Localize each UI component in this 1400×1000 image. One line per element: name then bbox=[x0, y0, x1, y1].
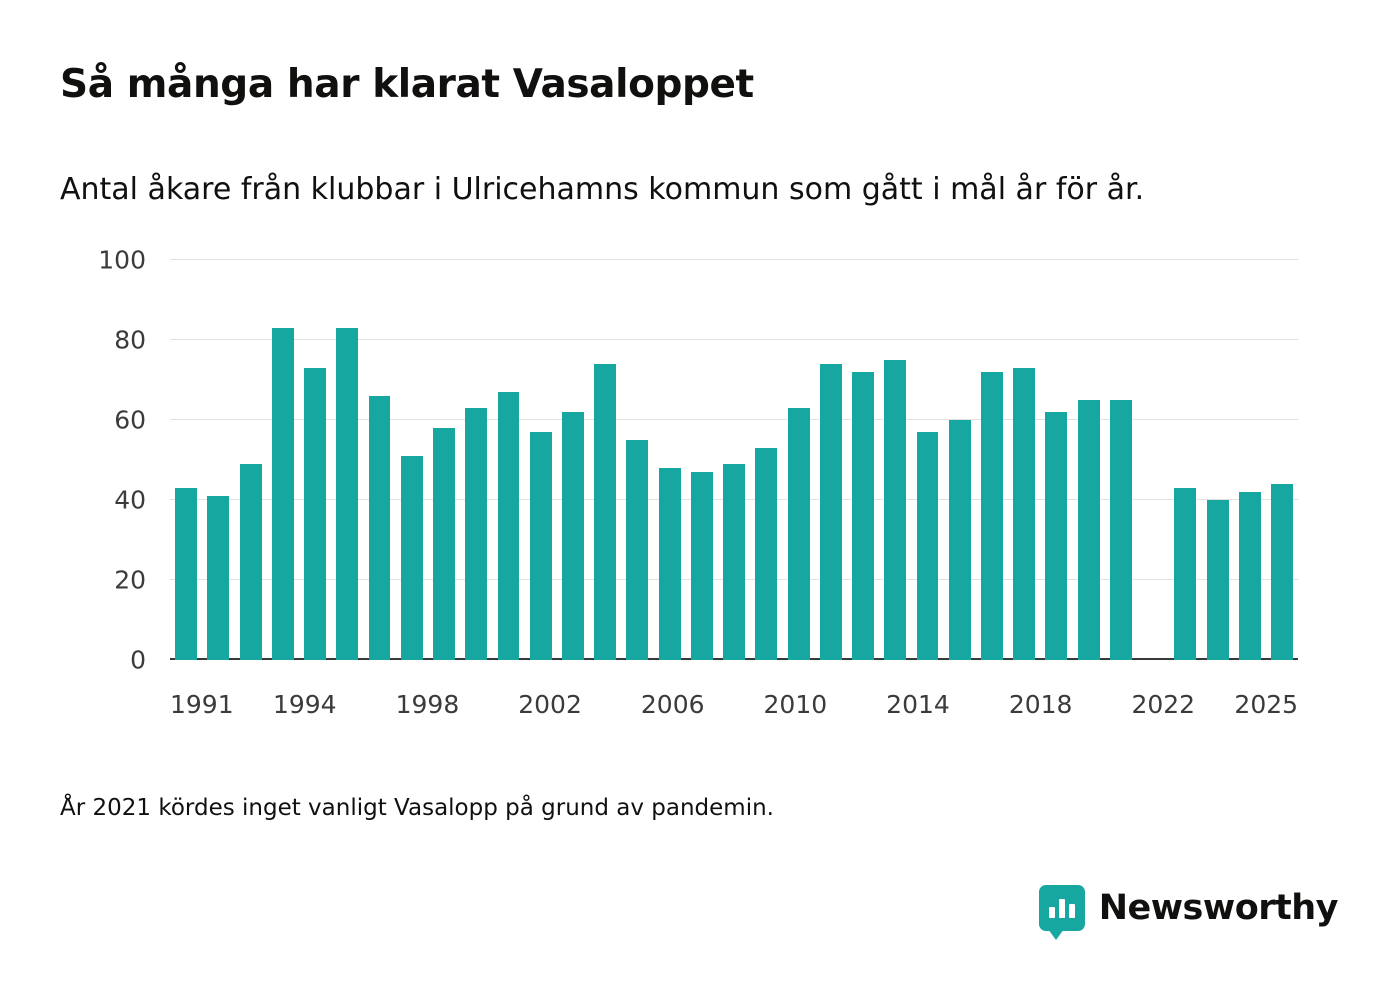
x-axis-tick-label bbox=[950, 680, 970, 726]
bar-slot bbox=[686, 260, 718, 660]
bar-slot bbox=[460, 260, 492, 660]
brand-logo bbox=[1039, 885, 1338, 931]
bar[interactable] bbox=[917, 432, 939, 660]
bar[interactable] bbox=[240, 464, 262, 660]
x-axis-tick-label bbox=[376, 680, 396, 726]
bar-slot bbox=[428, 260, 460, 660]
x-axis-tick-label bbox=[459, 680, 479, 726]
bar-slot bbox=[621, 260, 653, 660]
bar[interactable] bbox=[1239, 492, 1261, 660]
bar[interactable] bbox=[465, 408, 487, 660]
bar-slot bbox=[492, 260, 524, 660]
bar[interactable] bbox=[562, 412, 584, 660]
plot-area bbox=[98, 245, 1298, 675]
bar-slot bbox=[1105, 260, 1137, 660]
x-axis-tick-label bbox=[827, 680, 847, 726]
y-axis-tick-label: 60 bbox=[114, 405, 146, 435]
x-axis-tick-label bbox=[602, 680, 622, 726]
chart-subtitle: Antal åkare från klubbar i Ulricehamns kommun som gått i mål år för år. bbox=[60, 172, 1145, 207]
bar[interactable] bbox=[1013, 368, 1035, 660]
bar[interactable] bbox=[433, 428, 455, 660]
y-axis-tick-label: 40 bbox=[114, 485, 146, 515]
x-axis-tick-label bbox=[356, 680, 376, 726]
y-axis-tick-label: 0 bbox=[130, 645, 146, 675]
bar[interactable] bbox=[691, 472, 713, 660]
page-title: Så många har klarat Vasaloppet bbox=[60, 62, 754, 107]
x-axis-tick-label bbox=[989, 680, 1009, 726]
bar[interactable] bbox=[723, 464, 745, 660]
x-axis-tick-label: 1994 bbox=[272, 690, 337, 719]
x-axis-tick-label: 1998 bbox=[395, 690, 460, 719]
bar-slot bbox=[234, 260, 266, 660]
bar-slot bbox=[557, 260, 589, 660]
bar[interactable] bbox=[304, 368, 326, 660]
bar-slot bbox=[589, 260, 621, 660]
bar-slot bbox=[363, 260, 395, 660]
x-axis-tick-label: 2022 bbox=[1131, 690, 1196, 719]
bar-slot bbox=[202, 260, 234, 660]
bar[interactable] bbox=[594, 364, 616, 660]
bar-slot bbox=[331, 260, 363, 660]
bar-slot bbox=[396, 260, 428, 660]
bar[interactable] bbox=[755, 448, 777, 660]
bar[interactable] bbox=[788, 408, 810, 660]
x-axis-tick-label: 2025 bbox=[1234, 690, 1299, 719]
x-axis-tick-label bbox=[724, 680, 744, 726]
bar-slot bbox=[1234, 260, 1266, 660]
x-axis-tick-label bbox=[969, 680, 989, 726]
bar[interactable] bbox=[981, 372, 1003, 660]
bar[interactable] bbox=[1110, 400, 1132, 660]
bar[interactable] bbox=[272, 328, 294, 660]
bar[interactable] bbox=[949, 420, 971, 660]
x-axis-tick-label bbox=[253, 680, 273, 726]
bar-slot bbox=[911, 260, 943, 660]
bar-series bbox=[170, 260, 1298, 660]
bar-slot bbox=[750, 260, 782, 660]
x-axis-tick-label bbox=[621, 680, 641, 726]
bar-slot bbox=[847, 260, 879, 660]
bar[interactable] bbox=[336, 328, 358, 660]
x-axis-tick-label bbox=[847, 680, 867, 726]
x-axis-tick-label bbox=[337, 680, 357, 726]
x-axis-tick-label bbox=[705, 680, 725, 726]
y-axis-tick-label: 20 bbox=[114, 565, 146, 595]
x-axis-tick-label bbox=[1072, 680, 1092, 726]
bar[interactable] bbox=[1207, 500, 1229, 660]
x-axis-tick-label: 2014 bbox=[886, 690, 950, 719]
newsworthy-chart-icon bbox=[1039, 885, 1085, 931]
x-axis bbox=[170, 680, 1298, 726]
brand-name: Newsworthy bbox=[1098, 888, 1338, 928]
x-axis-tick-label bbox=[582, 680, 602, 726]
y-axis-tick-label: 80 bbox=[114, 325, 146, 355]
x-axis-tick-label: 2010 bbox=[763, 690, 828, 719]
bar[interactable] bbox=[207, 496, 229, 660]
x-axis-tick-label: 1991 bbox=[170, 690, 234, 719]
bar-slot bbox=[299, 260, 331, 660]
bar-slot bbox=[170, 260, 202, 660]
bar-slot bbox=[1202, 260, 1234, 660]
bar[interactable] bbox=[852, 372, 874, 660]
bar-slot bbox=[944, 260, 976, 660]
x-axis-tick-label: 2002 bbox=[518, 690, 582, 719]
x-axis-tick-label bbox=[867, 680, 887, 726]
bar-slot bbox=[525, 260, 557, 660]
bar[interactable] bbox=[175, 488, 197, 660]
x-axis-tick-label: 2018 bbox=[1008, 690, 1073, 719]
bar-slot bbox=[267, 260, 299, 660]
x-axis-tick-label bbox=[479, 680, 499, 726]
bar[interactable] bbox=[1271, 484, 1293, 660]
x-axis-tick-label bbox=[1215, 680, 1235, 726]
bar[interactable] bbox=[1174, 488, 1196, 660]
bar-slot bbox=[1137, 260, 1169, 660]
bar[interactable] bbox=[1078, 400, 1100, 660]
bar[interactable] bbox=[498, 392, 520, 660]
bar[interactable] bbox=[884, 360, 906, 660]
bar[interactable] bbox=[659, 468, 681, 660]
bar-slot bbox=[1073, 260, 1105, 660]
bar[interactable] bbox=[530, 432, 552, 660]
bar-slot bbox=[1169, 260, 1201, 660]
bar-chart bbox=[60, 240, 1310, 719]
x-axis-tick-label bbox=[499, 680, 519, 726]
bar[interactable] bbox=[820, 364, 842, 660]
x-axis-tick-label bbox=[744, 680, 764, 726]
x-axis-tick-label bbox=[1112, 680, 1132, 726]
bar-slot bbox=[654, 260, 686, 660]
bar-slot bbox=[879, 260, 911, 660]
bar[interactable] bbox=[401, 456, 423, 660]
bar-slot bbox=[976, 260, 1008, 660]
x-axis-tick-label bbox=[234, 680, 254, 726]
bar-slot bbox=[1040, 260, 1072, 660]
y-axis-tick-label: 100 bbox=[98, 245, 146, 275]
chart-note: År 2021 kördes inget vanligt Vasalopp på grund av pandemin. bbox=[60, 795, 774, 821]
bar-slot bbox=[782, 260, 814, 660]
bar[interactable] bbox=[626, 440, 648, 660]
bar-slot bbox=[1008, 260, 1040, 660]
x-axis-tick-label bbox=[1092, 680, 1112, 726]
x-axis-tick-label bbox=[1195, 680, 1215, 726]
logo-bars-icon bbox=[1039, 885, 1085, 931]
bar-slot bbox=[718, 260, 750, 660]
bar[interactable] bbox=[1045, 412, 1067, 660]
bar-slot bbox=[1266, 260, 1298, 660]
x-axis-tick-label: 2006 bbox=[640, 690, 705, 719]
bar[interactable] bbox=[369, 396, 391, 660]
bar-slot bbox=[815, 260, 847, 660]
